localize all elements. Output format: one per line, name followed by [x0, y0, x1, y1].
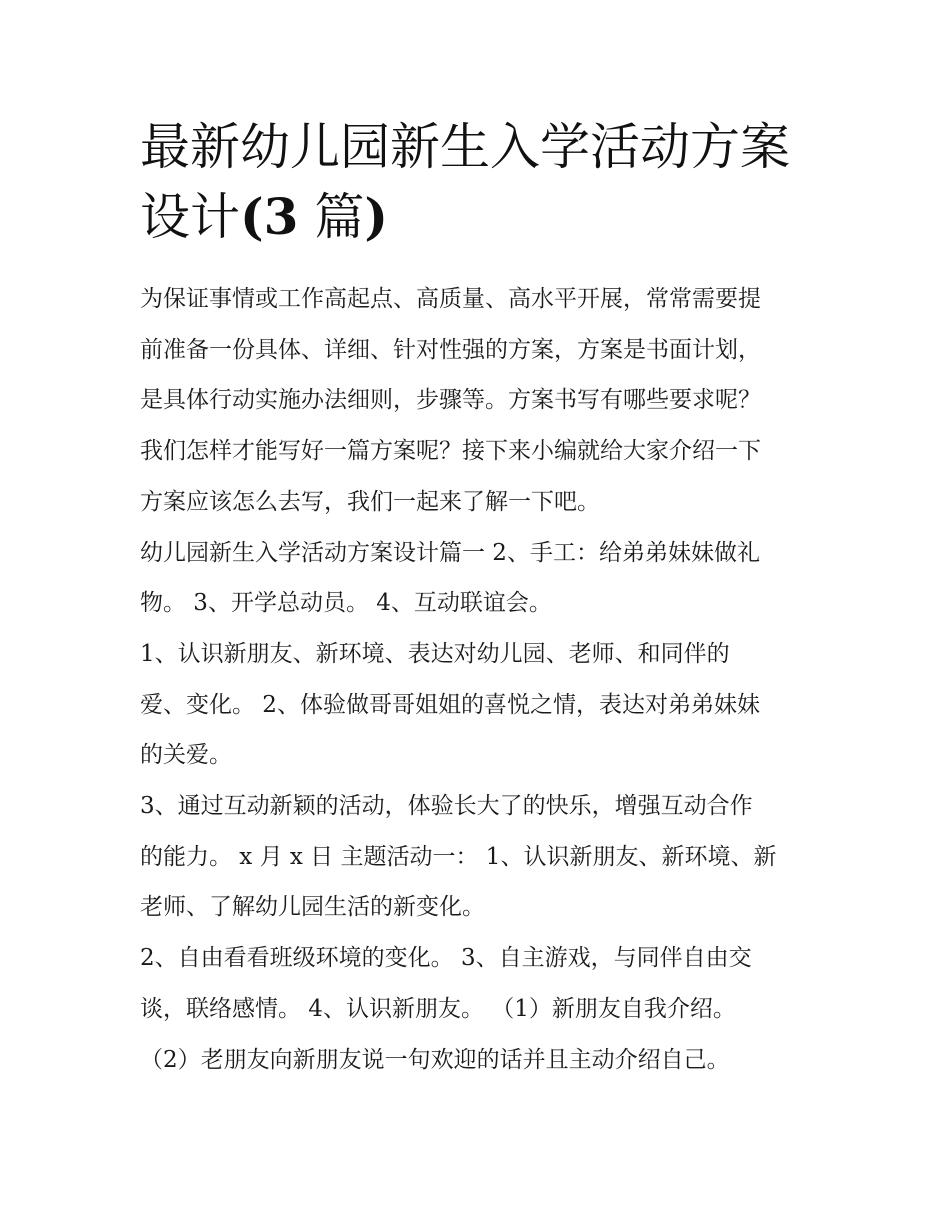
body-line: 我们怎样才能写好一篇方案呢？接下来小编就给大家介绍一下: [140, 438, 761, 465]
body-line: 是具体行动实施办法细则，步骤等。方案书写有哪些要求呢？: [140, 387, 761, 414]
title-line-2-close: ): [364, 187, 389, 246]
title-line-2-text: 设计: [140, 188, 240, 246]
title-line-1: 最新幼儿园新生入学活动方案: [140, 118, 790, 176]
title-line-2-count: (3: [240, 187, 299, 246]
body-line: （2）老朋友向新朋友说一句欢迎的话并且主动介绍自己。: [140, 1046, 730, 1073]
document-title: [140, 112, 820, 252]
body-line: 物。 3、开学总动员。 4、互动联谊会。: [140, 590, 552, 617]
body-line: 1、认识新朋友、新环境、表达对幼儿园、老师、和同伴的: [140, 640, 730, 667]
body-line: 方案应该怎么去写，我们一起来了解一下吧。: [140, 488, 600, 515]
title-line-2-unit: 篇: [298, 188, 365, 246]
body-line: 前准备一份具体、详细、针对性强的方案，方案是书面计划，: [140, 336, 761, 363]
document-content: [140, 112, 820, 1085]
body-line: 3、通过互动新颖的活动，体验长大了的快乐，增强互动合作: [140, 793, 753, 820]
body-line: 为保证事情或工作高起点、高质量、高水平开展，常常需要提: [140, 286, 761, 312]
body-line: 幼儿园新生入学活动方案设计篇一 2、手工：给弟弟妹妹做礼: [140, 539, 760, 566]
body-line: 的关爱。: [140, 742, 232, 769]
body-line: 老师、了解幼儿园生活的新变化。: [140, 894, 485, 921]
body-line: 的能力。 x 月 x 日 主题活动一： 1、认识新朋友、新环境、新: [140, 843, 777, 870]
body-line: 爱、变化。 2、体验做哥哥姐姐的喜悦之情，表达对弟弟妹妹: [140, 691, 760, 718]
body-line: 2、自由看看班级环境的变化。 3、自主游戏，与同伴自由交: [140, 945, 752, 972]
body-line: 谈，联络感情。 4、认识新朋友。 （1）新朋友自我介绍。: [140, 995, 736, 1022]
document-body: [140, 274, 820, 1085]
title-line-2: [140, 182, 820, 252]
